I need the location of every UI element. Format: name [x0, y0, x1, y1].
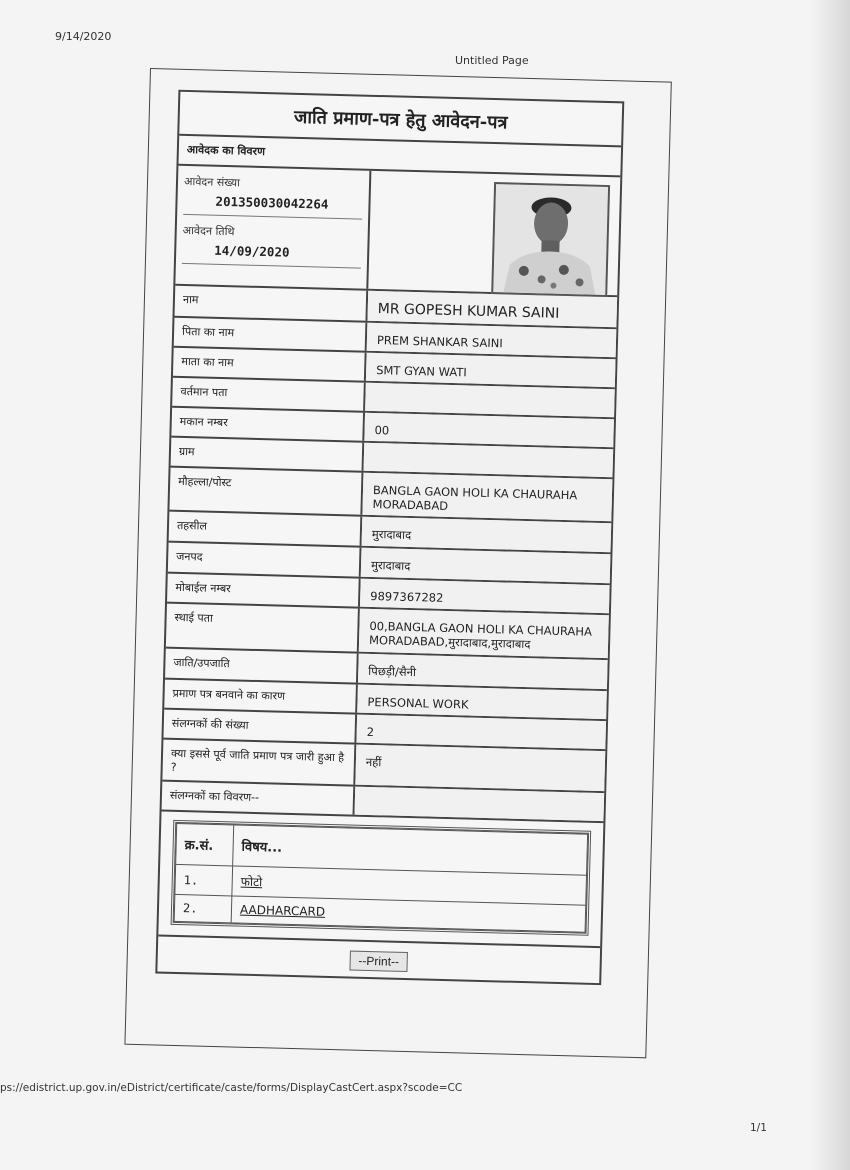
- attachment-sn: 1.: [175, 864, 233, 895]
- field-label: पिता का नाम: [174, 318, 368, 351]
- print-button[interactable]: --Print--: [349, 951, 408, 973]
- person-photo-icon: [493, 184, 608, 295]
- field-label: माता का नाम: [173, 348, 367, 381]
- field-label: वर्तमान पता: [172, 378, 366, 411]
- field-label: तहसील: [169, 512, 363, 546]
- attachments-table: [171, 820, 592, 936]
- print-page-title: Untitled Page: [455, 54, 529, 67]
- scan-edge-shadow: [810, 0, 850, 1170]
- field-value: PREM SHANKAR SAINI: [367, 323, 617, 358]
- field-value: 9897367282: [360, 579, 610, 614]
- field-label: मोबाईल नम्बर: [167, 574, 361, 607]
- field-label: संलग्नकों की संख्या: [163, 710, 357, 743]
- application-date: 14/09/2020: [182, 238, 362, 269]
- field-value: [365, 383, 615, 418]
- application-number-label: आवेदन संख्या: [183, 174, 241, 190]
- form-heading: जाति प्रमाण-पत्र हेतु आवेदन-पत्र: [179, 92, 622, 148]
- attachment-sn: 2.: [174, 894, 232, 922]
- application-date-label: आवेदन तिथि: [182, 223, 235, 239]
- column-header-subject: विषय...: [233, 825, 588, 875]
- field-label: क्या इससे पूर्व जाति प्रमाण पत्र जारी हुआ है ?: [162, 740, 356, 785]
- section-label: आवेदक का विवरण: [178, 136, 621, 178]
- field-value: मुरादाबाद: [362, 517, 612, 553]
- field-label: मौहल्ला/पोस्ट: [169, 468, 363, 515]
- field-label: मकान नम्बर: [171, 408, 365, 441]
- field-value: MR GOPESH KUMAR SAINI: [367, 291, 617, 328]
- field-label: नाम: [175, 286, 369, 321]
- field-label: ग्राम: [171, 438, 365, 471]
- field-value: PERSONAL WORK: [357, 685, 607, 720]
- attachment-link-photo[interactable]: फोटो: [240, 874, 263, 890]
- application-info-block: [175, 166, 620, 298]
- print-page-number: 1/1: [750, 1122, 767, 1134]
- field-value: पिछड़ी/सैनी: [358, 654, 608, 690]
- photo-cell: [368, 171, 620, 295]
- field-value: 00,BANGLA GAON HOLI KA CHAURAHA MORADABAD,मुरादाबाद,मुरादाबाद: [359, 609, 609, 659]
- print-date: 9/14/2020: [55, 30, 112, 43]
- field-value: [355, 787, 605, 822]
- field-value: SMT GYAN WATI: [366, 353, 616, 388]
- printed-page: [124, 68, 671, 1058]
- field-value: 2: [356, 715, 606, 750]
- field-label: संलग्नकों का विवरण--: [162, 782, 356, 815]
- print-url: ps://edistrict.up.gov.in/eDistrict/certificate/caste/forms/DisplayCastCert.aspx?scode=CC: [0, 1082, 463, 1094]
- field-value: नहीं: [355, 745, 605, 792]
- field-value: [364, 443, 614, 478]
- field-value: मुरादाबाद: [361, 548, 611, 584]
- field-label: जनपद: [168, 543, 362, 577]
- field-value: 00: [364, 413, 614, 448]
- field-label: जाति/उपजाति: [165, 649, 359, 683]
- applicant-photo: [491, 182, 610, 297]
- field-value: BANGLA GAON HOLI KA CHAURAHA MORADABAD: [362, 473, 612, 522]
- application-number: 201350030042264: [183, 189, 363, 220]
- attachments-section: [158, 812, 603, 949]
- field-label: स्थाई पता: [166, 604, 360, 652]
- field-label: प्रमाण पत्र बनवाने का कारण: [164, 680, 358, 713]
- application-meta: [175, 166, 371, 289]
- column-header-sn: क्र.सं.: [176, 823, 234, 865]
- application-form: [155, 90, 624, 985]
- attachment-link-aadhar[interactable]: AADHARCARD: [239, 902, 326, 919]
